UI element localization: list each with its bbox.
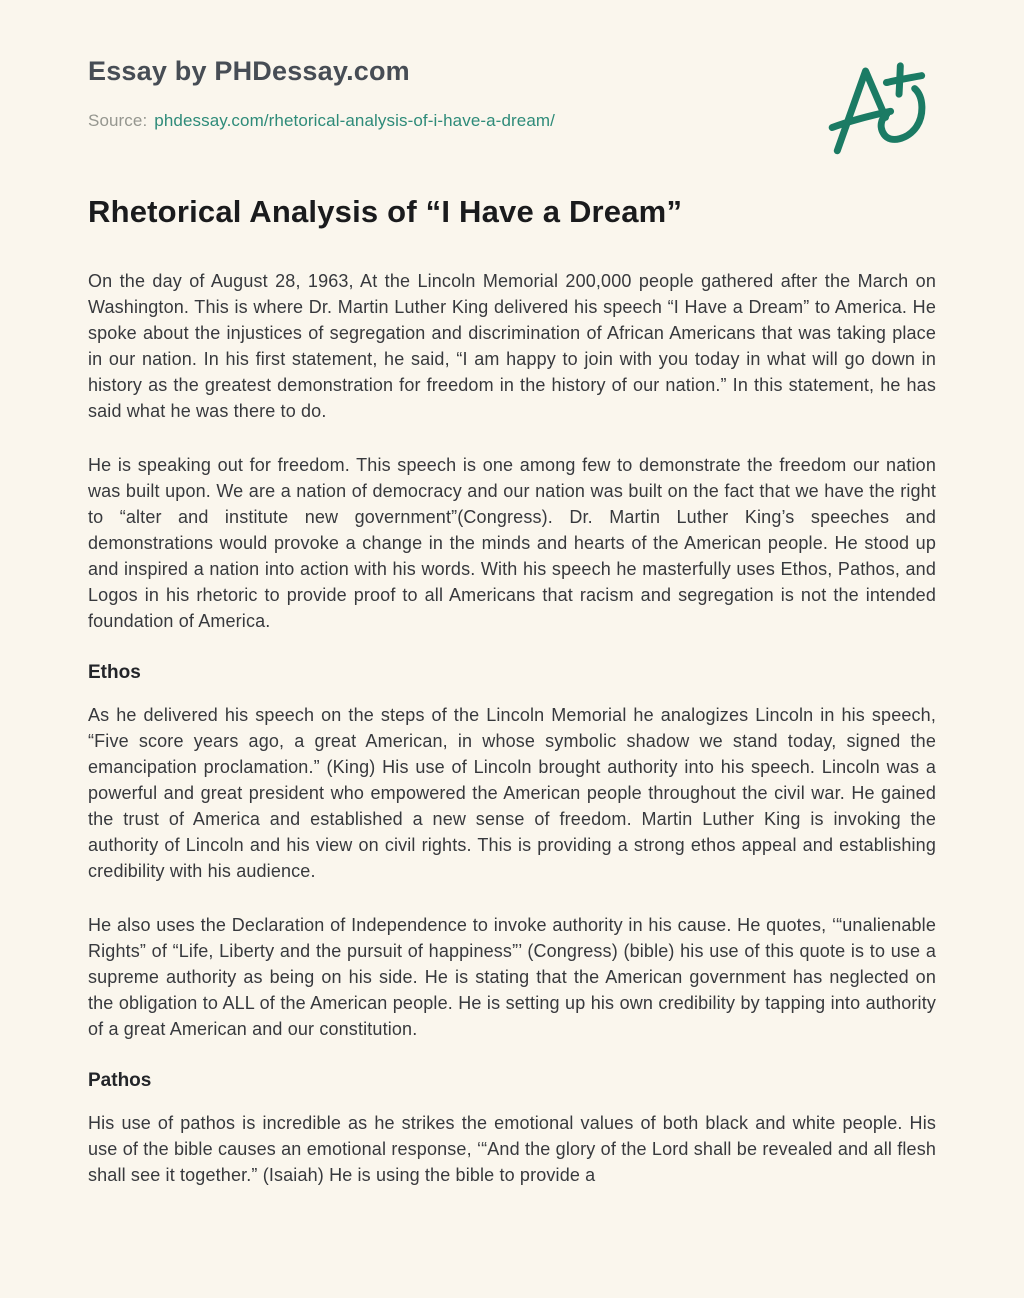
source-line (88, 111, 555, 131)
source-link[interactable]: phdessay.com/rhetorical-analysis-of-i-have-a-dream/ (154, 111, 555, 130)
a-plus-logo-icon (828, 52, 930, 166)
essay-paragraph: He also uses the Declaration of Independence to invoke authority in his cause. He quotes, ‘“unalienable Rights” of “Life, Liberty and the pursuit of happiness”’ (Congress) (bible) his use of this quote is to use a supreme authority as being on his side. He is stating that the American government has neglected on the obligation to ALL of the American people. He is setting up his own credibility by tapping into authority of a great American and our constitution. (88, 915, 936, 1039)
essay-paragraph: On the day of August 28, 1963, At the Lincoln Memorial 200,000 people gathered after the March on Washington. This is where Dr. Martin Luther King delivered his speech “I Have a Dream” to America. He spoke about the injustices of segregation and discrimination of African Americans that was taking place in our nation. In his first statement, he said, “I am happy to join with you today in what will go down in history as the greatest demonstration for freedom in the history of our nation.” In this statement, he has said what he was there to do. (88, 271, 936, 421)
page-header (88, 50, 936, 166)
source-label: Source: (88, 111, 148, 130)
section-heading: Pathos (88, 1070, 152, 1091)
essay-paragraph: As he delivered his speech on the steps of the Lincoln Memorial he analogizes Lincoln in his speech, “Five score years ago, a great American, in whose symbolic shadow we stand today, signed the emancipation proclamation.” (King) His use of Lincoln brought authority into his speech. Lincoln was a powerful and great president who empowered the American people throughout the civil war. He gained the trust of America and established a new sense of freedom. Martin Luther King is invoking the authority of Lincoln and his view on civil rights. This is providing a strong ethos appeal and establishing credibility with his audience. (88, 705, 936, 881)
essay-paragraph: He is speaking out for freedom. This speech is one among few to demonstrate the freedom our nation was built upon. We are a nation of democracy and our nation was built on the fact that we have the right to “alter and institute new government”(Congress). Dr. Martin Luther King’s speeches and demonstrations would provoke a change in the minds and hearts of the American people. He stood up and inspired a nation into action with his words. With his speech he masterfully uses Ethos, Pathos, and Logos in his rhetoric to provide proof to all Americans that racism and segregation is not the intended foundation of America. (88, 455, 936, 631)
site-title: Essay by PHDessay.com (88, 56, 410, 86)
header-text-block (88, 50, 555, 131)
essay-paragraph: His use of pathos is incredible as he strikes the emotional values of both black and white people. His use of the bible causes an emotional response, ‘“And the glory of the Lord shall be revealed and all flesh shall see it together.” (Isaiah) He is using the bible to provide a (88, 1113, 936, 1185)
section-heading: Ethos (88, 662, 141, 683)
article-title: Rhetorical Analysis of “I Have a Dream” (88, 194, 683, 229)
article-body (88, 268, 936, 1188)
